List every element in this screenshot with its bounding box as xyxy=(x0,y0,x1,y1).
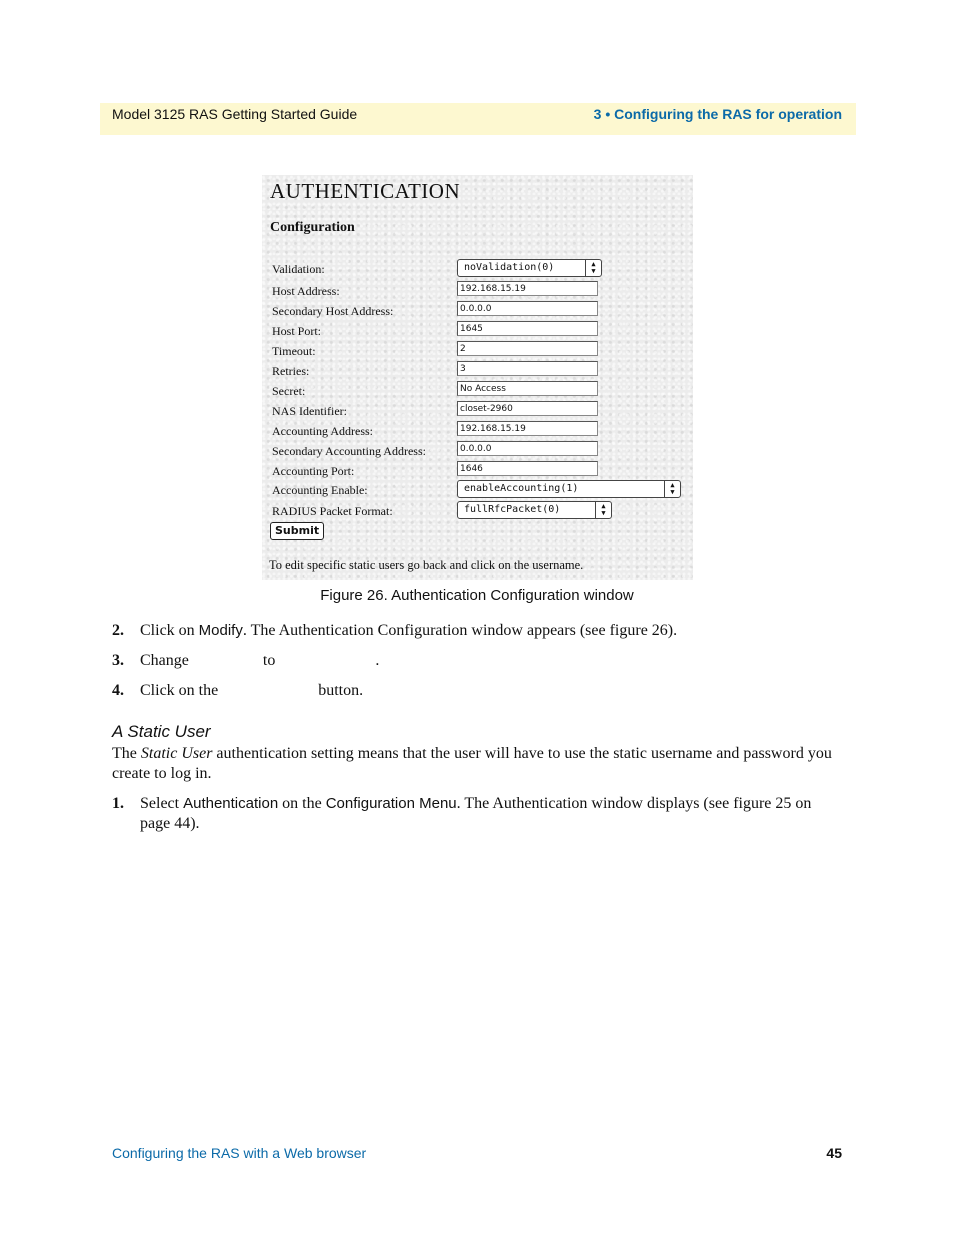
nas-identifier-input[interactable]: closet-2960 xyxy=(457,401,598,416)
row-secret xyxy=(272,381,687,401)
step-text xyxy=(140,794,842,834)
step-text-part: . The Authentication Configuration window appears (see figure 26). xyxy=(242,622,678,639)
secondary-accounting-address-input[interactable]: 0.0.0.0 xyxy=(457,441,598,456)
row-host-port xyxy=(272,321,687,341)
figure-title: AUTHENTICATION xyxy=(270,179,461,203)
accounting-port-input[interactable]: 1646 xyxy=(457,461,598,476)
modify-link-text: Modify xyxy=(198,622,243,639)
secret-label: Secret: xyxy=(272,384,306,398)
step-number: 2. xyxy=(112,622,124,639)
step-text-part: Select xyxy=(140,795,184,812)
row-retries xyxy=(272,361,687,381)
ui-term-configuration-menu: Configuration Menu xyxy=(325,795,457,812)
step-text-part: to xyxy=(262,652,276,669)
validation-value: noValidation(0) xyxy=(464,262,555,273)
page-number: 45 xyxy=(826,1145,842,1161)
timeout-input[interactable]: 2 xyxy=(457,341,598,356)
figure-caption: Figure 26. Authentication Configuration window xyxy=(320,587,634,604)
secondary-host-address-label: Secondary Host Address: xyxy=(272,304,394,318)
header-chapter-title: 3 • Configuring the RAS for operation xyxy=(593,106,842,122)
step-text-part: Click on the xyxy=(140,682,219,699)
step-text-part: . xyxy=(375,652,380,669)
row-nas-identifier xyxy=(272,401,687,421)
accounting-address-label: Accounting Address: xyxy=(272,424,373,438)
submit-button[interactable]: Submit xyxy=(270,522,324,540)
row-accounting-address xyxy=(272,421,687,441)
accounting-address-input[interactable]: 192.168.15.19 xyxy=(457,421,598,436)
step-text-part: button. xyxy=(318,682,364,699)
accounting-enable-label: Accounting Enable: xyxy=(272,483,368,497)
row-secondary-host-address xyxy=(272,301,687,321)
para-text: authentication setting means that the user will have to use the static username and password you create to log in. xyxy=(112,745,832,782)
host-address-label: Host Address: xyxy=(272,284,340,298)
row-accounting-port xyxy=(272,461,687,481)
nas-identifier-label: NAS Identifier: xyxy=(272,404,347,418)
static-user-step-1 xyxy=(112,794,842,834)
step-text xyxy=(140,622,677,640)
select-arrows-icon: ▲ ▼ xyxy=(585,260,601,276)
step-number: 4. xyxy=(112,682,124,699)
row-radius-packet-format xyxy=(272,501,687,521)
step-number: 3. xyxy=(112,652,124,669)
figure-note: To edit specific static users go back and click on the username. xyxy=(269,558,584,572)
figure-subtitle: Configuration xyxy=(270,220,355,235)
header-guide-title: Model 3125 RAS Getting Started Guide xyxy=(112,106,358,122)
para-emphasis: Static User xyxy=(140,745,213,762)
secondary-accounting-address-label: Secondary Accounting Address: xyxy=(272,444,426,458)
secondary-host-address-input[interactable]: 0.0.0.0 xyxy=(457,301,598,316)
step-number: 1. xyxy=(112,795,124,812)
step-text xyxy=(140,682,363,700)
ui-term-authentication: Authentication xyxy=(183,795,279,812)
select-arrows-icon: ▲ ▼ xyxy=(595,502,611,518)
section-paragraph xyxy=(112,744,842,784)
row-secondary-accounting-address xyxy=(272,441,687,461)
host-port-input[interactable]: 1645 xyxy=(457,321,598,336)
step-text-part: Change xyxy=(140,652,189,669)
timeout-label: Timeout: xyxy=(272,344,316,358)
retries-label: Retries: xyxy=(272,364,310,378)
authentication-figure xyxy=(262,175,693,580)
host-port-label: Host Port: xyxy=(272,324,322,338)
validation-label: Validation: xyxy=(272,262,325,276)
row-host-address xyxy=(272,281,687,301)
secret-input[interactable]: No Access xyxy=(457,381,598,396)
row-timeout xyxy=(272,341,687,361)
step-text xyxy=(140,652,379,670)
row-accounting-enable xyxy=(272,480,687,500)
select-arrows-icon: ▲ ▼ xyxy=(664,481,680,497)
retries-input[interactable]: 3 xyxy=(457,361,598,376)
section-heading: A Static User xyxy=(112,722,211,741)
accounting-enable-value: enableAccounting(1) xyxy=(464,483,579,494)
validation-select[interactable] xyxy=(457,259,602,277)
footer-section-title: Configuring the RAS with a Web browser xyxy=(112,1145,367,1161)
step-text-part: Click on xyxy=(140,622,199,639)
para-text: The xyxy=(112,745,141,762)
accounting-port-label: Accounting Port: xyxy=(272,464,355,478)
radius-packet-format-value: fullRfcPacket(0) xyxy=(464,504,561,515)
step-text-part: . The Authentication window displays (see figure 25 on page 44). xyxy=(140,795,812,832)
accounting-enable-select[interactable] xyxy=(457,480,681,498)
radius-packet-format-label: RADIUS Packet Format: xyxy=(272,504,393,518)
radius-packet-format-select[interactable] xyxy=(457,501,612,519)
host-address-input[interactable]: 192.168.15.19 xyxy=(457,281,598,296)
row-validation xyxy=(272,259,687,279)
step-text-part: on the xyxy=(278,795,326,812)
